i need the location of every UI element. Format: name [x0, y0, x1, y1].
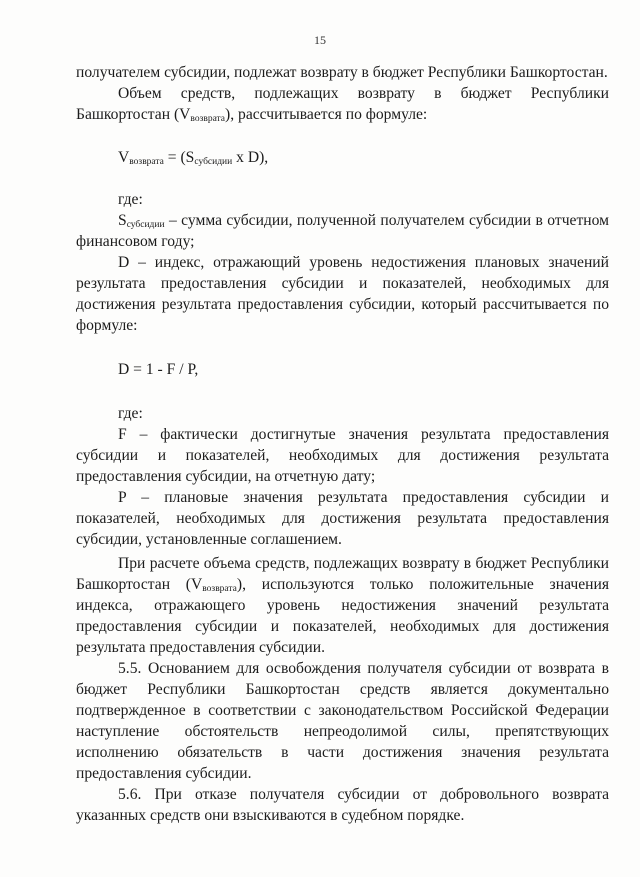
- symbol: S: [118, 212, 127, 229]
- subscript: возврата: [202, 584, 237, 594]
- where-label: где:: [118, 405, 143, 422]
- subscript: субсидии: [126, 220, 165, 230]
- text: При расчете объема средств, подлежащих возврату в бюджет Республики Башкортостан (V: [76, 555, 609, 593]
- definition-f: F – фактически достигнутые значения результата предоставления субсидии и показателей, необходимых для достижения результата предоставления субсидии, на отчетную дату;: [76, 426, 609, 485]
- page-number: 15: [314, 33, 326, 47]
- where-label: где:: [118, 191, 143, 208]
- paragraph-5-6: 5.6. При отказе получателя субсидии от добровольного возврата указанных средств они взыскиваются в судебном порядке.: [76, 786, 609, 824]
- formula-text: = (S: [163, 149, 195, 166]
- paragraph-5-5: 5.5. Основанием для освобождения получателя субсидии от возврата в бюджет Республики Башкортостан средств является документально подтвержденное в соответствии с законодательством Российской Федерации наступление обстоятельств непреодолимой силы, препятствующих исполнению обязательств в части достижения значения результата предоставления субсидии.: [76, 660, 609, 782]
- formula-return-volume: [76, 147, 609, 168]
- formula-sub: субсидии: [194, 157, 233, 167]
- definition-d: D – индекс, отражающий уровень недостижения плановых значений результата предоставления субсидии и показателей, необходимых для достижения результата предоставления субсидии, который рассчитывается по формуле:: [76, 254, 609, 334]
- text: Объем средств, подлежащих возврату в бюджет Республики Башкортостан (V: [76, 85, 609, 123]
- subscript: возврата: [190, 114, 226, 124]
- paragraph-calculation: [76, 553, 609, 658]
- paragraph-continuation: получателем субсидии, подлежат возврату в бюджет Республики Башкортостан.: [76, 64, 608, 81]
- text: ), рассчитывается по формуле:: [225, 106, 428, 123]
- paragraph-volume-intro: [76, 83, 609, 125]
- formula-index-d: D = 1 - F / P,: [118, 361, 199, 378]
- formula-text: x D),: [232, 149, 269, 166]
- definition-s: [76, 210, 609, 252]
- document-body: [76, 62, 609, 826]
- definition-p: P – плановые значения результата предоставления субсидии и показателей, необходимых для достижения результата предоставления субсидии, установленные соглашением.: [76, 489, 609, 548]
- formula-sub: возврата: [129, 157, 164, 167]
- formula-var: V: [118, 149, 130, 166]
- text: ), используются только положительные значения индекса, отражающего уровень недостижения значений результата предоставления субсидии и показателей, необходимых для достижения результата предоставления субсидии.: [76, 576, 609, 656]
- text: – сумма субсидии, полученной получателем субсидии в отчетном финансовом году;: [76, 212, 609, 250]
